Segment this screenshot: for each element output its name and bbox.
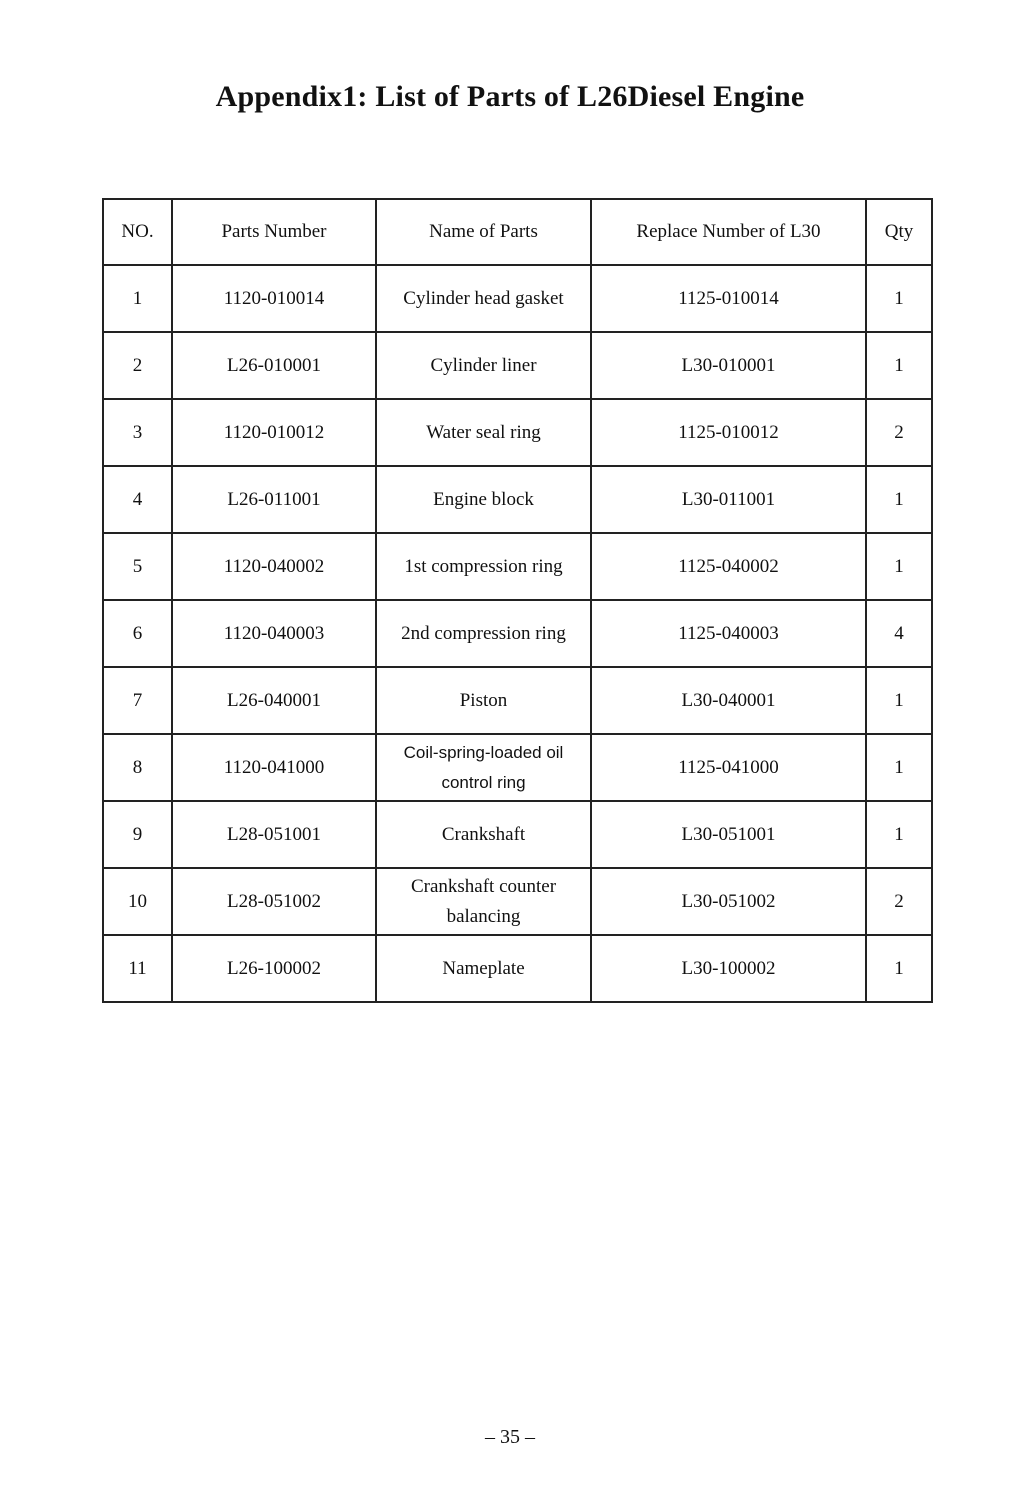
cell-replace-number: L30-010001 [591, 332, 866, 399]
cell-name: Cylinder head gasket [376, 265, 591, 332]
column-header-no: NO. [103, 199, 172, 265]
cell-replace-number: 1125-041000 [591, 734, 866, 801]
cell-replace-number: 1125-010012 [591, 399, 866, 466]
cell-replace-number: L30-040001 [591, 667, 866, 734]
cell-name: Piston [376, 667, 591, 734]
cell-qty: 2 [866, 399, 932, 466]
table-row [103, 868, 932, 935]
cell-no: 3 [103, 399, 172, 466]
cell-qty: 1 [866, 801, 932, 868]
cell-no: 11 [103, 935, 172, 1002]
cell-qty: 1 [866, 667, 932, 734]
table-row [103, 533, 932, 600]
cell-no: 6 [103, 600, 172, 667]
cell-qty: 1 [866, 265, 932, 332]
table-row [103, 667, 932, 734]
cell-replace-number: 1125-040003 [591, 600, 866, 667]
cell-parts-number: L26-040001 [172, 667, 376, 734]
cell-parts-number: 1120-040003 [172, 600, 376, 667]
cell-qty: 4 [866, 600, 932, 667]
table-row [103, 466, 932, 533]
cell-name: Cylinder liner [376, 332, 591, 399]
table-row [103, 399, 932, 466]
cell-qty: 1 [866, 935, 932, 1002]
page-number: – 35 – [485, 1426, 535, 1448]
cell-name: Crankshaft [376, 801, 591, 868]
cell-parts-number: 1120-041000 [172, 734, 376, 801]
cell-replace-number: 1125-040002 [591, 533, 866, 600]
cell-replace-number: L30-051001 [591, 801, 866, 868]
cell-replace-number: 1125-010014 [591, 265, 866, 332]
cell-no: 10 [103, 868, 172, 935]
cell-qty: 1 [866, 332, 932, 399]
cell-parts-number: 1120-040002 [172, 533, 376, 600]
cell-no: 2 [103, 332, 172, 399]
cell-name: 1st compression ring [376, 533, 591, 600]
cell-qty: 1 [866, 734, 932, 801]
table-row [103, 801, 932, 868]
table-header-row [103, 199, 932, 265]
cell-name: Engine block [376, 466, 591, 533]
page-title: Appendix1: List of Parts of L26Diesel Engine [215, 80, 805, 113]
cell-parts-number: L28-051002 [172, 868, 376, 935]
cell-replace-number: L30-100002 [591, 935, 866, 1002]
cell-name: Crankshaft counter balancing [376, 868, 591, 935]
table-row [103, 935, 932, 1002]
cell-qty: 1 [866, 533, 932, 600]
cell-parts-number: L28-051001 [172, 801, 376, 868]
cell-parts-number: L26-011001 [172, 466, 376, 533]
cell-qty: 1 [866, 466, 932, 533]
cell-no: 7 [103, 667, 172, 734]
cell-name: 2nd compression ring [376, 600, 591, 667]
cell-parts-number: 1120-010012 [172, 399, 376, 466]
cell-replace-number: L30-011001 [591, 466, 866, 533]
cell-no: 1 [103, 265, 172, 332]
cell-no: 5 [103, 533, 172, 600]
table-row [103, 332, 932, 399]
cell-no: 8 [103, 734, 172, 801]
table-row [103, 734, 932, 801]
column-header-qty: Qty [866, 199, 932, 265]
column-header-name: Name of Parts [376, 199, 591, 265]
cell-name: Water seal ring [376, 399, 591, 466]
cell-parts-number: 1120-010014 [172, 265, 376, 332]
cell-no: 9 [103, 801, 172, 868]
cell-name: Nameplate [376, 935, 591, 1002]
cell-parts-number: L26-100002 [172, 935, 376, 1002]
table-row [103, 600, 932, 667]
parts-table [102, 198, 933, 1003]
column-header-parts-number: Parts Number [172, 199, 376, 265]
column-header-replace-number: Replace Number of L30 [591, 199, 866, 265]
cell-name: Coil-spring-loaded oil control ring [376, 734, 591, 801]
cell-parts-number: L26-010001 [172, 332, 376, 399]
cell-no: 4 [103, 466, 172, 533]
cell-qty: 2 [866, 868, 932, 935]
table-row [103, 265, 932, 332]
cell-replace-number: L30-051002 [591, 868, 866, 935]
